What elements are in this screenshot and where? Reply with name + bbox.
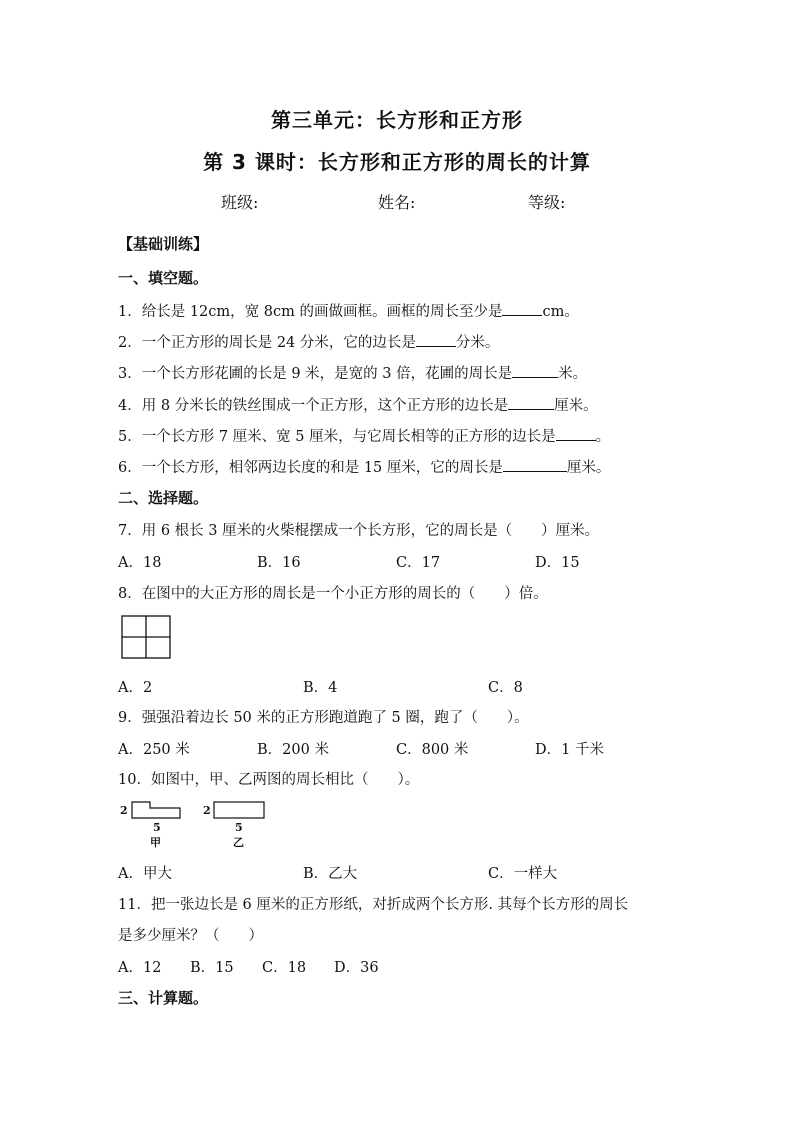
q8-option-c[interactable]: C．8 [488,680,523,696]
question-text: 3．一个长方形花圃的长是 9 米，是宽的 3 倍，花圃的周长是 [118,366,513,382]
answer-blank[interactable] [503,457,567,472]
answer-blank[interactable] [508,395,554,410]
choice-question-11-line2: 是多少厘米？（ ） [118,928,263,944]
question-text: 5．一个长方形 7 厘米、宽 5 厘米，与它周长相等的正方形的边长是 [118,429,556,445]
q9-option-a[interactable]: A．250 米 [118,742,190,758]
question-text: 6．一个长方形，相邻两边长度的和是 15 厘米，它的周长是 [118,460,503,476]
yi-shape [214,802,264,818]
class-label: 班级: [221,193,259,212]
question-text: 2．一个正方形的周长是 24 分米，它的边长是 [118,335,416,351]
answer-blank[interactable] [502,301,542,316]
jia-name-label: 甲 [150,836,161,849]
answer-blank[interactable] [512,363,558,378]
q11-option-a[interactable]: A．12 [118,960,162,976]
q10-option-a[interactable]: A．甲大 [118,866,172,882]
question-unit: 米。 [558,366,588,382]
lesson-title: 第 3 课时：长方形和正方形的周长的计算 [203,150,591,174]
q9-option-b[interactable]: B．200 米 [257,742,329,758]
choice-question-10: 10．如图中，甲、乙两图的周长相比（ ）。 [118,772,420,788]
choice-question-11-line1: 11．把一张边长是 6 厘米的正方形纸，对折成两个长方形. 其每个长方形的周长 [118,897,629,913]
yi-name-label: 乙 [233,836,244,849]
question-unit: 分米。 [455,335,500,351]
q9-option-c[interactable]: C．800 米 [396,742,469,758]
choice-section-heading: 二、选择题。 [118,489,209,507]
unit-title: 第三单元：长方形和正方形 [271,108,523,132]
fill-question-5 [118,425,610,446]
q7-option-a[interactable]: A．18 [118,555,162,571]
question-text: 4．用 8 分米长的铁丝围成一个正方形，这个正方形的边长是 [118,398,509,414]
q11-option-d[interactable]: D．36 [334,960,379,976]
q11-option-b[interactable]: B．15 [190,960,234,976]
jia-side-label: 2 [120,804,128,817]
choice-question-9: 9．强强沿着边长 50 米的正方形跑道跑了 5 圈，跑了（ ）。 [118,710,529,726]
fill-question-3 [118,362,587,383]
question-text: 1．给长是 12cm，宽 8cm 的画做画框。画框的周长至少是 [118,304,503,320]
q7-option-c[interactable]: C．17 [396,555,441,571]
question-unit: 厘米。 [554,398,598,414]
fill-section-heading: 一、填空题。 [118,269,209,287]
fill-question-1 [118,300,579,321]
jia-shape [132,802,180,818]
yi-side-label: 2 [203,804,211,817]
name-label: 姓名: [378,193,416,212]
q11-option-c[interactable]: C．18 [262,960,307,976]
q8-option-a[interactable]: A．2 [118,680,153,696]
q10-option-c[interactable]: C．一样大 [488,866,558,882]
calc-section-heading: 三、计算题。 [118,989,209,1007]
yi-bottom-label: 5 [235,821,243,834]
q7-option-d[interactable]: D．15 [535,555,580,571]
q8-option-b[interactable]: B．4 [303,680,338,696]
jia-bottom-label: 5 [153,821,161,834]
q10-option-b[interactable]: B．乙大 [303,866,358,882]
answer-blank[interactable] [416,332,456,347]
fill-question-2 [118,331,499,352]
q7-option-b[interactable]: B．16 [257,555,301,571]
question-unit: 厘米。 [566,460,611,476]
perimeter-comparison-figure [118,798,278,850]
question-unit: cm。 [542,304,579,320]
fill-question-4 [118,394,598,415]
choice-question-7: 7．用 6 根长 3 厘米的火柴棍摆成一个长方形，它的周长是（ ）厘米。 [118,523,600,539]
choice-question-8: 8．在图中的大正方形的周长是一个小正方形的周长的（ ）倍。 [118,586,548,602]
grade-label: 等级: [528,193,566,212]
basic-training-heading: 【基础训练】 [118,235,209,253]
answer-blank[interactable] [556,426,596,441]
fill-question-6 [118,456,610,477]
question-unit: 。 [595,429,611,445]
q9-option-d[interactable]: D．1 千米 [535,742,604,758]
grid-square-figure [120,614,174,662]
